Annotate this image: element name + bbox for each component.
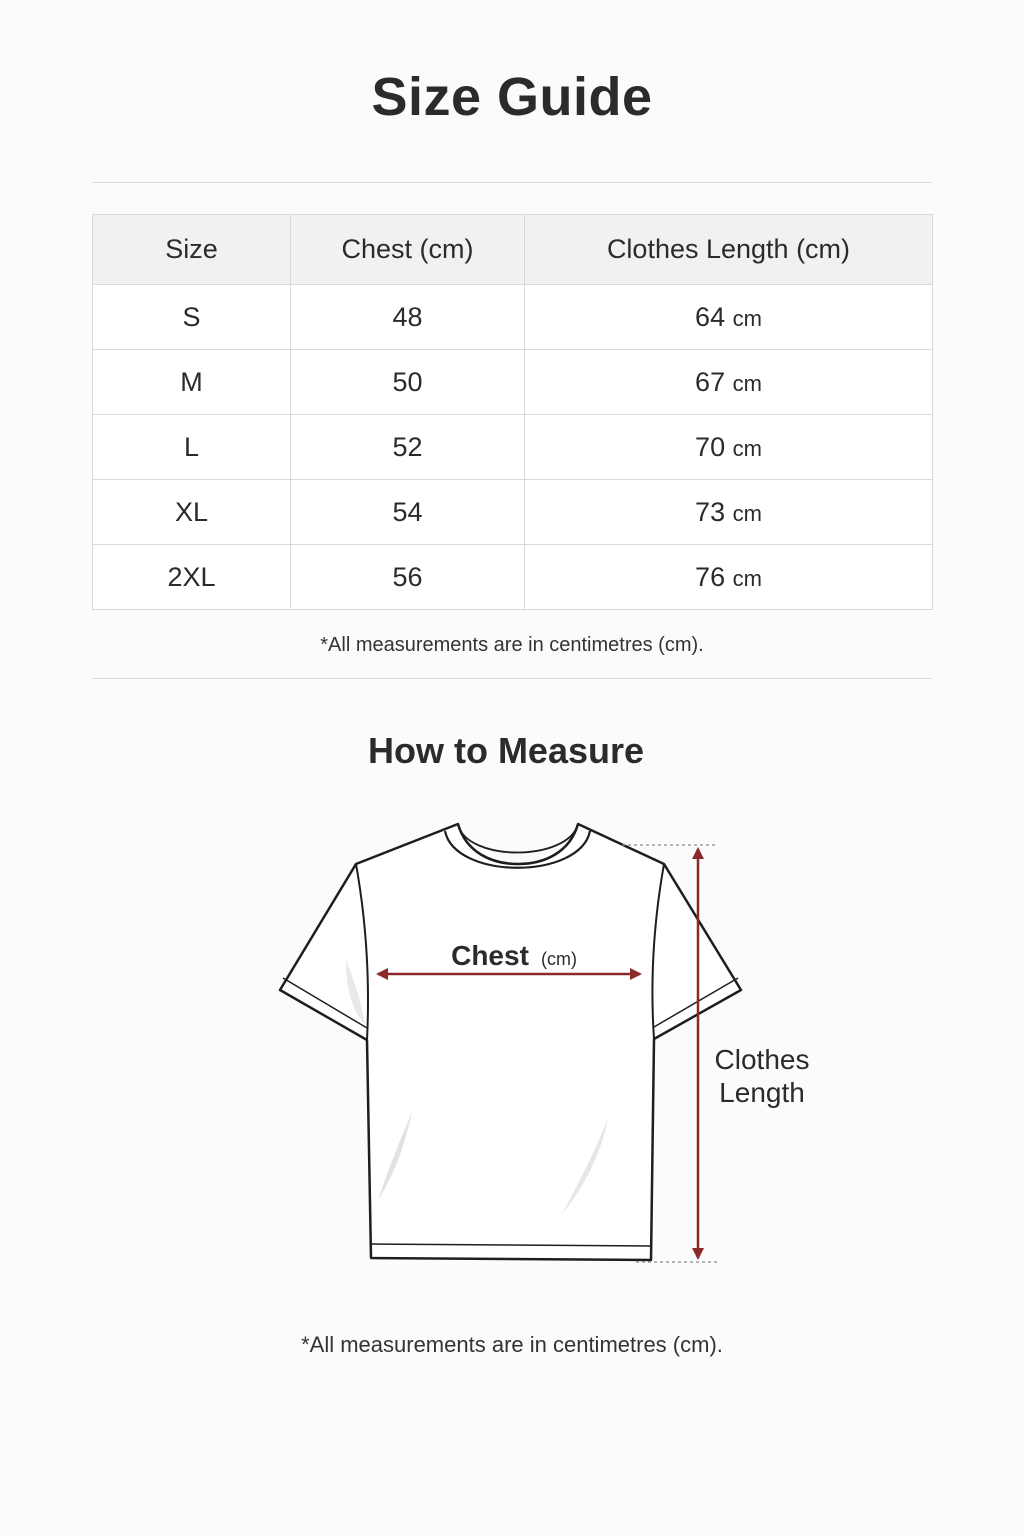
- length-value: 76: [695, 561, 726, 592]
- length-value: 67: [695, 366, 726, 397]
- chest-label: Chest: [451, 940, 529, 971]
- chest-cell: 54: [291, 480, 525, 545]
- chest-unit-label: (cm): [541, 949, 577, 969]
- column-header-size: Size: [93, 215, 291, 285]
- measurement-note: *All measurements are in centimetres (cm).: [320, 634, 704, 656]
- size-cell: M: [93, 350, 291, 415]
- t-shirt-outline-icon: [280, 824, 741, 1260]
- length-value: 73: [695, 496, 726, 527]
- length-unit: cm: [732, 435, 762, 461]
- chest-cell: 52: [291, 415, 525, 480]
- section-title: How to Measure: [367, 730, 645, 771]
- length-unit: cm: [732, 305, 762, 331]
- chest-cell: 56: [291, 545, 525, 610]
- size-cell: XL: [93, 480, 291, 545]
- length-value: 64: [695, 301, 726, 332]
- length-unit: cm: [732, 370, 762, 396]
- length-value: 70: [695, 431, 726, 462]
- length-unit: cm: [732, 565, 762, 591]
- chest-cell: 50: [291, 350, 525, 415]
- measurement-note-bottom: *All measurements are in centimetres (cm).: [301, 1332, 723, 1357]
- column-header-chest: Chest (cm): [291, 215, 525, 285]
- column-header-length: Clothes Length (cm): [525, 215, 933, 285]
- length-label-line2: Length: [719, 1077, 805, 1108]
- size-cell: L: [93, 415, 291, 480]
- size-cell: S: [93, 285, 291, 350]
- chest-cell: 48: [291, 285, 525, 350]
- length-label-line1: Clothes: [714, 1044, 810, 1075]
- size-cell: 2XL: [93, 545, 291, 610]
- length-unit: cm: [732, 500, 762, 526]
- page-title: Size Guide: [371, 67, 653, 127]
